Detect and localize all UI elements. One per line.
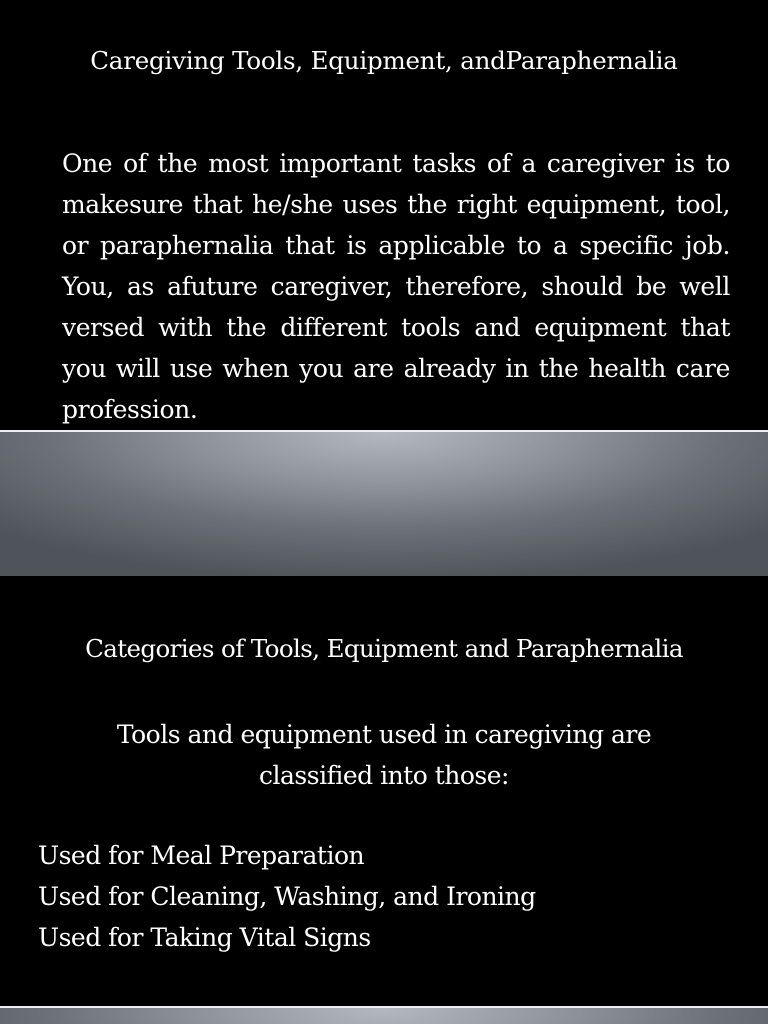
slide-title: Categories of Tools, Equipment and Paraphernalia — [85, 634, 683, 663]
slide-footer-gradient — [0, 432, 768, 576]
slide-divider-line — [0, 1006, 768, 1008]
slide-body-text: One of the most important tasks of a caregiver is to makesure that he/she uses the right equipment, tool, or paraphernalia that is applicable to a specific job. You, as afuture caregiver, therefore, should be well versed with the different tools and equipment that you will use when you are already in the health care profession. — [62, 149, 730, 424]
category-item-vital-signs: Used for Taking Vital Signs — [38, 923, 371, 952]
category-list — [38, 835, 738, 958]
category-item-cleaning-washing-ironing: Used for Cleaning, Washing, and Ironing — [38, 882, 536, 911]
category-item-meal-preparation: Used for Meal Preparation — [38, 841, 365, 870]
slide-categories — [0, 576, 768, 1024]
slide-intro-text: Tools and equipment used in caregiving are classified into those: — [116, 720, 652, 790]
slide-title: Caregiving Tools, Equipment, andParaphernalia — [90, 46, 678, 75]
slide-footer-gradient — [0, 1008, 768, 1024]
slide-divider-line — [0, 430, 768, 432]
